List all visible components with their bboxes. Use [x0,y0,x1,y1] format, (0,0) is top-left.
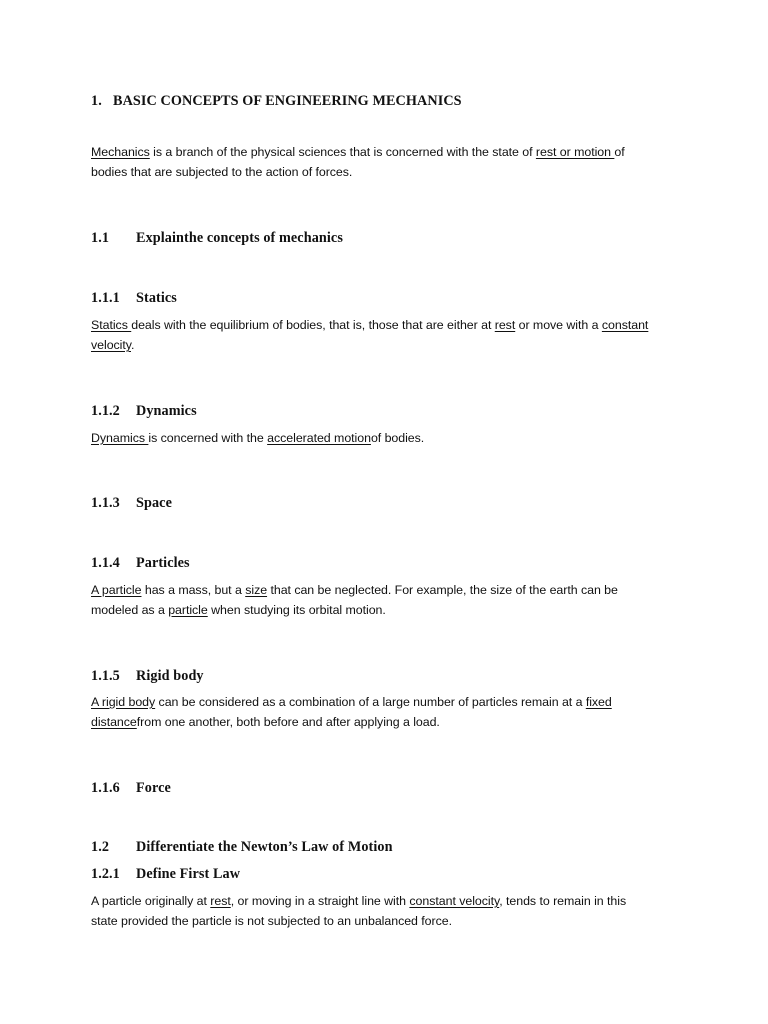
section-title-text: Rigid body [136,668,204,684]
section-heading-1-1-5 [91,668,204,685]
term-a-particle: A particle [91,583,142,597]
term-size: size [245,583,268,597]
section-number: 1.1.3 [91,495,120,511]
particles-paragraph: A particle has a mass, but a size that can be neglected. For example, the size of the earth can be modeled as a particle when studying its orbital motion. [91,583,618,617]
rigid-body-paragraph: A rigid body can be considered as a combination of a large number of particles remain at a fixed distancefrom one another, both before and after applying a load. [91,695,612,729]
section-number: 1.2.1 [91,866,120,882]
section-title-text: Space [136,495,172,511]
section-title-text: Dynamics [136,403,197,419]
section-number: 1.1.2 [91,403,120,419]
term-rest: rest [494,318,516,332]
dynamics-paragraph: Dynamics is concerned with the accelerated motionof bodies. [91,431,425,445]
term-rest: rest [210,894,231,908]
section-heading-1-1-6 [91,780,171,797]
section-number: 1. [91,93,102,109]
term-a-rigid-body: A rigid body [91,695,156,709]
section-number: 1.1.4 [91,555,120,571]
term-particle: particle [168,603,208,617]
section-heading-1-1 [91,230,343,247]
section-number: 1.1.1 [91,290,120,306]
section-heading-1-1-3 [91,495,172,512]
statics-paragraph: Statics deals with the equilibrium of bodies, that is, those that are either at rest or move with a constant velocity. [91,318,649,352]
section-title-text: Statics [136,290,177,306]
term-statics: Statics [91,318,132,332]
section-title-text: Differentiate the Newton’s Law of Motion [136,839,393,855]
term-accelerated-motion: accelerated motion [267,431,371,445]
section-heading-1-1-2 [91,403,197,420]
section-heading-1-1-1 [91,290,177,307]
section-title-text: Particles [136,555,190,571]
term-constant-velocity: constant velocity [409,894,500,908]
section-number: 1.1 [91,230,110,246]
section-heading-1-1-4 [91,555,190,572]
section-title-text: Force [136,780,171,796]
intro-paragraph: Mechanics is a branch of the physical sciences that is concerned with the state of rest or motion of bodies that are subjected to the action of forces. [91,145,625,179]
term-dynamics: Dynamics [91,431,149,445]
term-mechanics: Mechanics [91,145,150,159]
term-constant-velocity: constant velocity [91,318,649,352]
section-title-text: Explainthe concepts of mechanics [136,230,343,246]
section-title-text: Define First Law [136,866,241,882]
first-law-paragraph: A particle originally at rest, or moving in a straight line with constant velocity, tends to remain in this state provided the particle is not subjected to an unbalanced force. [91,894,627,928]
section-number: 1.2 [91,839,110,855]
document-title [91,93,462,110]
section-number: 1.1.5 [91,668,120,684]
section-heading-1-2 [91,839,393,856]
section-heading-1-2-1 [91,866,240,883]
section-number: 1.1.6 [91,780,120,796]
section-title-text: BASIC CONCEPTS OF ENGINEERING MECHANICS [113,93,462,109]
term-rest-or-motion: rest or motion [535,145,615,159]
term-fixed-distance: fixed distance [91,695,612,729]
